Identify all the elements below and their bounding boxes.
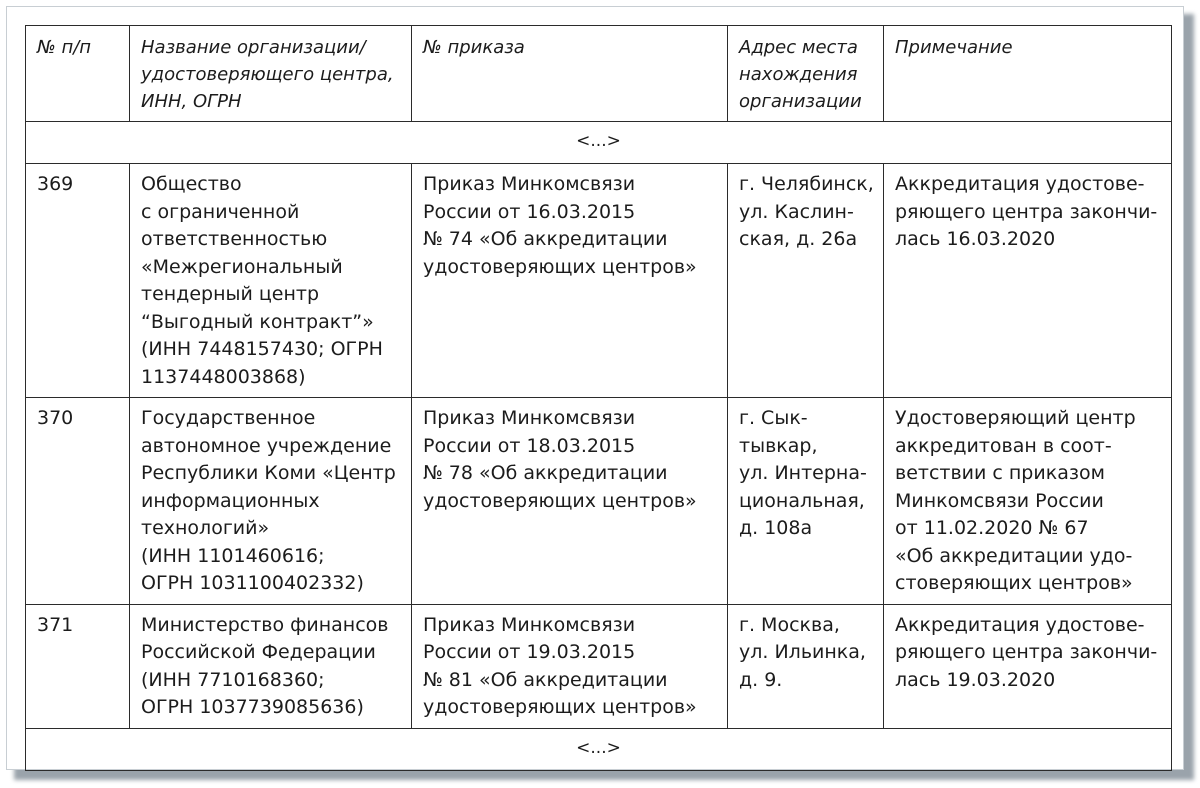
row-note — [884, 398, 1172, 605]
text-line: Адрес места — [739, 37, 858, 58]
text-line: ская, д. 26а — [739, 228, 858, 250]
text-line: г. Москва, — [739, 613, 840, 636]
text-line: № 81 «Об аккредитации — [423, 668, 668, 691]
header-note — [884, 26, 1172, 122]
text-line: автономное учреждение — [141, 434, 392, 457]
omission-marker: <...> — [26, 122, 1172, 164]
row-order — [412, 398, 728, 605]
text-line: информационных — [141, 489, 320, 512]
text-line: 1137448003868) — [141, 365, 306, 388]
table-row — [26, 604, 1172, 728]
text-line: от 11.02.2020 № 67 — [895, 517, 1089, 539]
text-line: Приказ Минкомсвязи — [423, 407, 636, 429]
text-line: тывкар, — [739, 434, 818, 457]
text-line: Примечание — [895, 37, 1013, 58]
text-line: Аккредитация удостове- — [895, 613, 1145, 636]
row-org-name — [130, 604, 412, 728]
text-line: «Об аккредитации удо- — [895, 544, 1133, 567]
row-num: 369 — [26, 164, 130, 398]
text-line: Минкомсвязи России — [895, 489, 1104, 512]
text-line: лась 16.03.2020 — [895, 228, 1056, 250]
text-line: “Выгодный контракт”» — [141, 310, 374, 333]
row-order — [412, 164, 728, 398]
header-row — [26, 26, 1172, 122]
text-line: удостоверяющих центров» — [423, 696, 697, 718]
text-line: № 74 «Об аккредитации — [423, 228, 668, 250]
text-line: Удостоверяющий центр — [895, 407, 1136, 429]
row-note — [884, 604, 1172, 728]
text-line: ул. Ильинка, — [739, 641, 866, 663]
row-address — [728, 604, 884, 728]
text-line: технологий» — [141, 517, 270, 539]
header-address — [728, 26, 884, 122]
text-line: д. 9. — [739, 668, 783, 691]
text-line: организации — [739, 91, 862, 112]
text-line: Название организации/ — [141, 37, 366, 58]
text-line: «Межрегиональный — [141, 255, 343, 278]
text-line: нахождения — [739, 64, 858, 85]
text-line: Министерство финансов — [141, 613, 389, 636]
text-line: г. Челябинск, — [739, 173, 874, 195]
header-name — [130, 26, 412, 122]
text-line: Приказ Минкомсвязи — [423, 613, 636, 636]
text-line: ул. Интерна- — [739, 462, 867, 484]
text-line: тендерный центр — [141, 283, 320, 305]
row-address — [728, 164, 884, 398]
text-line: удостоверяющего центра, — [141, 64, 394, 85]
text-line: Республики Коми «Центр — [141, 462, 396, 484]
document-card — [6, 6, 1184, 770]
table-row — [26, 398, 1172, 605]
text-line: ветствии с приказом — [895, 462, 1105, 484]
text-line: удостоверяющих центров» — [423, 255, 697, 278]
row-address — [728, 398, 884, 605]
text-line: стоверяющих центров» — [895, 572, 1133, 594]
text-line: ответственностью — [141, 228, 328, 250]
text-line: аккредитован в соот- — [895, 434, 1112, 457]
text-line: Приказ Минкомсвязи — [423, 173, 636, 195]
text-line: России от 19.03.2015 — [423, 641, 636, 663]
text-line: № п/п — [37, 37, 92, 58]
gap-row-top — [26, 122, 1172, 164]
text-line: ИНН, ОГРН — [141, 91, 242, 112]
text-line: циональная, — [739, 489, 865, 512]
text-line: ОГРН 1037739085636) — [141, 696, 364, 718]
text-line: д. 108а — [739, 517, 813, 539]
text-line: с ограниченной — [141, 200, 300, 223]
text-line: Государственное — [141, 407, 316, 429]
row-org-name — [130, 398, 412, 605]
text-line: России от 18.03.2015 — [423, 434, 636, 457]
omission-marker: <...> — [26, 728, 1172, 770]
text-line: (ИНН 7448157430; ОГРН — [141, 338, 383, 360]
text-line: ул. Каслин- — [739, 200, 854, 223]
text-line: Общество — [141, 173, 242, 195]
text-line: ОГРН 1031100402332) — [141, 572, 364, 594]
row-num: 370 — [26, 398, 130, 605]
text-line: России от 16.03.2015 — [423, 200, 636, 223]
text-line: Российской Федерации — [141, 641, 376, 663]
row-order — [412, 604, 728, 728]
text-line: № приказа — [423, 37, 525, 58]
text-line: (ИНН 1101460616; — [141, 544, 325, 567]
row-org-name — [130, 164, 412, 398]
text-line: лась 19.03.2020 — [895, 668, 1056, 691]
text-line: № 78 «Об аккредитации — [423, 462, 668, 484]
text-line: ряющего центра закончи- — [895, 200, 1158, 223]
text-line: г. Сык- — [739, 407, 808, 429]
header-num — [26, 26, 130, 122]
header-order — [412, 26, 728, 122]
text-line: (ИНН 7710168360; — [141, 668, 325, 691]
row-note — [884, 164, 1172, 398]
text-line: Аккредитация удостове- — [895, 173, 1145, 195]
accreditation-table — [25, 25, 1172, 771]
table-row — [26, 164, 1172, 398]
text-line: удостоверяющих центров» — [423, 489, 697, 512]
row-num: 371 — [26, 604, 130, 728]
gap-row-bottom — [26, 728, 1172, 770]
text-line: ряющего центра закончи- — [895, 641, 1158, 663]
